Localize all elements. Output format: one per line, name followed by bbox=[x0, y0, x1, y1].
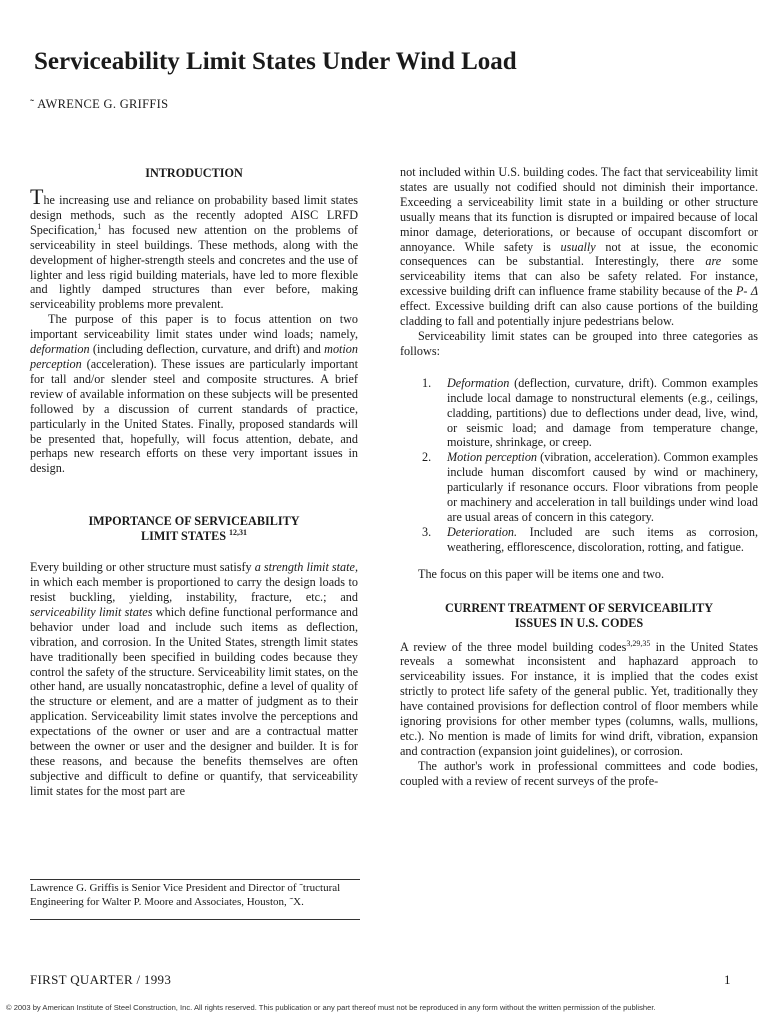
list-item: 1. Deformation (deflection, curvature, drift). Common examples include local damage to nonstructural elements (e.g., ceilings, cladding, partitions) due to deflections under dead, live, wind, or seismic load; and damage from temperature change, moisture, shrinkage, or creep. bbox=[422, 375, 758, 450]
issue-label: FIRST QUARTER / 1993 bbox=[30, 972, 172, 987]
page-number: 1 bbox=[724, 972, 731, 987]
serviceability-category-list bbox=[400, 376, 758, 555]
list-item: 2. Motion perception (vibration, acceleration). Common examples include human discomfort caused by wind or machinery, particularly if resonance occurs. Floor vibrations from people or machinery and acceleration in tall buildings under wind load are usual areas of concern in this category. bbox=[422, 450, 759, 524]
author-line: ˜ AWRENCE G. GRIFFIS bbox=[30, 97, 169, 111]
right-paragraph-1: not included within U.S. building codes. The fact that serviceability limit states are usually not codified should not diminish their importance. Exceeding a serviceability limit state in a building or other structure usually means that its function is disrupted or impaired because of local minor damage, deteriorations, or because of occupant discomfort or annoyance. While safety is usually not at issue, the economic consequences can be substantial. Interestingly, there are some serviceability items that can also be safety related. For instance, excessive building drift can influence frame stability because of the P- Δ effect. Excessive building drift can also cause portions of the building cladding to fall and potentially injure pedestrians below. bbox=[400, 165, 759, 329]
importance-paragraph: Every building or other structure must satisfy a strength limit state, in which each member is proportioned to carry the design loads to resist buckling, yielding, instability, fracture, etc.; and serviceability limit states which define functional performance and behavior under load and include such items as deflection, vibration, and corrosion. In the United States, strength limit states have traditionally been specified in building codes because they control the safety of the structure. Serviceability limit states, on the other hand, are usually noncatastrophic, define a level of quality of the structure or element, and are a matter of judgment as to their application. Serviceability limit states involve the perceptions and expectations of the owner or user and are a contractual matter between the owner or user and the designer and builder. It is for these reasons, and because the benefits themselves are often subjective and difficult to define or quantify, that serviceability limit states for the most part are bbox=[30, 560, 358, 798]
current-treatment-paragraph-1: A review of the three model building codes$^{3,29,35}$ in the United States reveals a somewhat inconsistent and haphazard approach to serviceability issues. For instance, it is implied that the codes exist strictly to protect life safety of the general public. Yet, traditionally they have contained provisions for deflection control of floor members while ignoring provisions for other member types (columns, walls, mullions, etc.). No mention is made of limits for wind drift, vibration, expansion and contraction (expansion joint guidelines), or corrosion. bbox=[400, 638, 759, 758]
current-treatment-paragraph-2: The author's work in professional committees and code bodies, coupled with a review of recent surveys of the profe- bbox=[400, 758, 758, 788]
current-treatment-heading: CURRENT TREATMENT OF SERVICEABILITY ISSUES IN U.S. CODES bbox=[444, 600, 714, 630]
list-item: 3. Deterioration. Included are such items as corrosion, weathering, efflorescence, discoloration, rotting, and fatigue. bbox=[422, 524, 758, 554]
intro-paragraph-1: The increasing use and reliance on probability based limit states design methods, such as the recently adopted AISC LRFD Specification,$^1$ has focused new attention on the problems of serviceability in steel buildings. These methods, along with the development of higher-strength steels and concretes and the use of lighter and less rigid building materials, have led to more flexible and lightly damped structures than ever before, making serviceability problems more prevalent. bbox=[30, 184, 358, 312]
footnote-rule bbox=[30, 919, 360, 920]
drop-cap: T bbox=[30, 184, 44, 209]
right-paragraph-2: Serviceability limit states can be grouped into three categories as follows: bbox=[400, 328, 758, 358]
intro-paragraph-2: The purpose of this paper is to focus attention on two important serviceability limit states under wind loads; namely, deformation (including deflection, curvature, and drift) and motion perception (acceleration). These issues are particularly important for tall and/or slender steel and composite structures. A brief review of available information on these subjects will be presented followed by a discussion of current standards of practice, particularly in the United States. Finally, proposed standards will be presented that, hopefully, will focus attention, debate, and perhaps new research efforts on these very important issues in design. bbox=[30, 312, 358, 476]
importance-heading: IMPORTANCE OF SERVICEABILITY LIMIT STATES $^{12,31}$ bbox=[88, 514, 300, 544]
paper-title: Serviceability Limit States Under Wind Load bbox=[34, 48, 517, 75]
focus-paragraph: The focus on this paper will be items one and two. bbox=[418, 566, 665, 581]
introduction-heading: INTRODUCTION bbox=[145, 166, 243, 180]
left-column bbox=[30, 166, 358, 799]
copyright-notice: © 2003 by American Institute of Steel Construction, Inc. All rights reserved. This publication or any part thereof must not be reproduced in any form without the written permission of the publisher. bbox=[6, 1003, 656, 1012]
right-column bbox=[400, 165, 758, 789]
author-footnote: Lawrence G. Griffis is Senior Vice President and Director of ˜tructural Engineering for Walter P. Moore and Associates, Houston, ˜X. bbox=[30, 879, 360, 909]
